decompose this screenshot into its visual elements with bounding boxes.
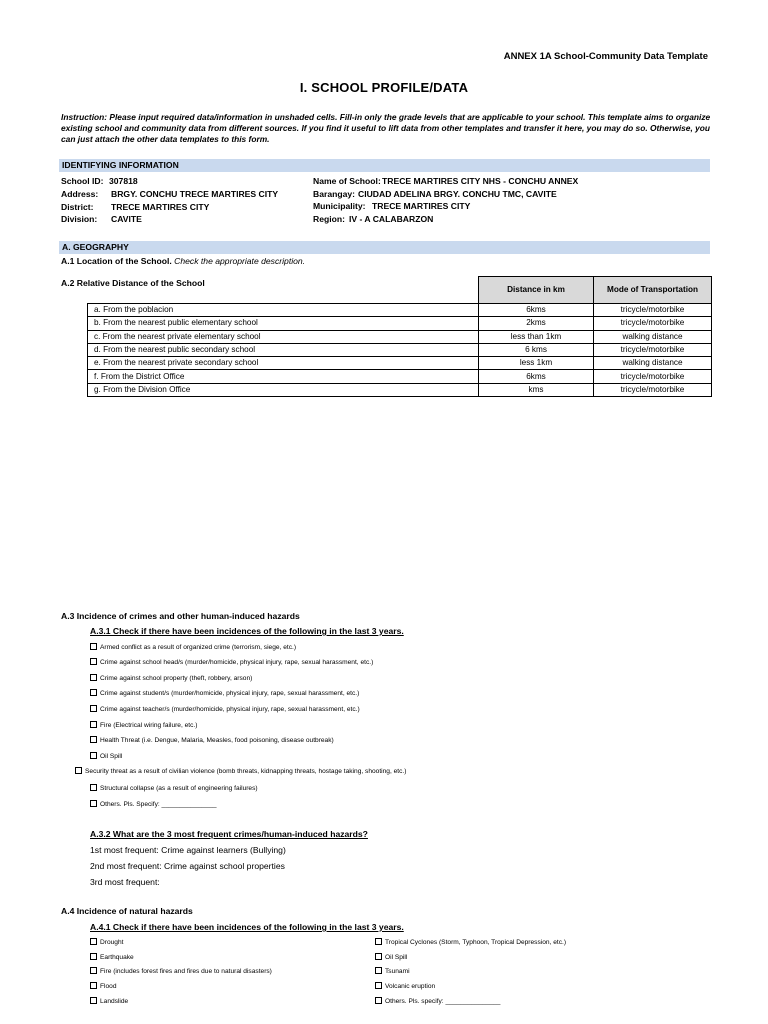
school-id-label: School ID: bbox=[61, 176, 104, 186]
checkbox-item[interactable] bbox=[90, 674, 252, 682]
col-distance-header: Distance in km bbox=[479, 277, 594, 304]
municipality-label: Municipality: bbox=[313, 201, 366, 211]
barangay-value[interactable]: CIUDAD ADELINA BRGY. CONCHU TMC, CAVITE bbox=[358, 189, 557, 199]
second-frequent[interactable]: 2nd most frequent: Crime against school properties bbox=[90, 861, 285, 871]
checkbox-label: Crime against school property (theft, robbery, arson) bbox=[100, 675, 253, 682]
page-title: I. SCHOOL PROFILE/DATA bbox=[299, 80, 469, 95]
checkbox-item[interactable] bbox=[90, 643, 296, 651]
distance-row-label: c. From the nearest private elementary school bbox=[88, 330, 479, 343]
transport-cell[interactable]: tricycle/motorbike bbox=[594, 317, 712, 330]
checkbox[interactable] bbox=[90, 721, 97, 728]
natural-check-title: A.4.1 Check if there have been incidences of the following in the last 3 years. bbox=[90, 922, 404, 932]
distance-row-label: d. From the nearest public secondary school bbox=[88, 343, 479, 356]
school-name-label: Name of School: bbox=[313, 176, 381, 186]
distance-row bbox=[88, 370, 712, 383]
checkbox[interactable] bbox=[90, 800, 97, 807]
crimes-check-title: A.3.1 Check if there have been incidences of the following in the last 3 years. bbox=[90, 626, 404, 636]
checkbox-label: Landslide bbox=[100, 998, 129, 1005]
municipality-value[interactable]: TRECE MARTIRES CITY bbox=[372, 201, 471, 211]
address-value[interactable]: BRGY. CONCHU TRECE MARTIRES CITY bbox=[111, 189, 279, 199]
distance-cell[interactable]: kms bbox=[479, 383, 594, 396]
checkbox-label: Crime against teacher/s (murder/homicide, physical injury, rape, sexual harassment, etc.) bbox=[100, 706, 360, 713]
barangay-label: Barangay: bbox=[313, 189, 356, 199]
distance-row bbox=[88, 343, 712, 356]
checkbox[interactable] bbox=[90, 938, 97, 945]
checkbox-item[interactable] bbox=[90, 997, 128, 1005]
relative-distance-label: A.2 Relative Distance of the School bbox=[61, 278, 205, 288]
distance-table bbox=[87, 276, 712, 397]
distance-row-label: e. From the nearest private secondary school bbox=[88, 357, 479, 370]
checkbox-item[interactable] bbox=[90, 784, 258, 792]
checkbox-label: Crime against school head/s (murder/homicide, physical injury, rape, sexual harassment, etc.) bbox=[100, 659, 374, 666]
checkbox-label: Armed conflict as a result of organized crime (terrorism, siege, etc.) bbox=[100, 644, 297, 651]
annex-label: ANNEX 1A School-Community Data Template bbox=[503, 51, 708, 62]
checkbox-item[interactable] bbox=[90, 800, 217, 808]
frequent-title: A.3.2 What are the 3 most frequent crimes/human-induced hazards? bbox=[90, 829, 368, 839]
region-label: Region: bbox=[313, 214, 345, 224]
checkbox[interactable] bbox=[90, 967, 97, 974]
checkbox-label: Others. Pls. Specify: _______________ bbox=[100, 801, 217, 808]
distance-cell[interactable]: 6kms bbox=[479, 370, 594, 383]
checkbox-item[interactable] bbox=[90, 736, 334, 744]
checkbox-label: Structural collapse (as a result of engineering failures) bbox=[100, 785, 258, 792]
third-frequent[interactable]: 3rd most frequent: bbox=[90, 877, 160, 887]
district-value[interactable]: TRECE MARTIRES CITY bbox=[111, 202, 210, 212]
checkbox-item[interactable] bbox=[375, 997, 500, 1005]
location-row bbox=[61, 256, 305, 266]
distance-row-label: a. From the poblacion bbox=[88, 304, 479, 317]
distance-cell[interactable]: less than 1km bbox=[479, 330, 594, 343]
checkbox-item[interactable] bbox=[90, 752, 122, 760]
distance-cell[interactable]: 6kms bbox=[479, 304, 594, 317]
distance-cell[interactable]: 6 kms bbox=[479, 343, 594, 356]
checkbox-label: Drought bbox=[100, 939, 124, 946]
distance-row-label: g. From the Division Office bbox=[88, 383, 479, 396]
checkbox-item[interactable] bbox=[75, 767, 406, 775]
school-id-value[interactable]: 307818 bbox=[109, 176, 138, 186]
school-name-value[interactable]: TRECE MARTIRES CITY NHS - CONCHU ANNEX bbox=[382, 176, 579, 186]
checkbox-item[interactable] bbox=[375, 967, 410, 975]
checkbox[interactable] bbox=[375, 953, 382, 960]
checkbox-item[interactable] bbox=[90, 689, 359, 697]
checkbox[interactable] bbox=[90, 997, 97, 1004]
checkbox-label: Flood bbox=[100, 983, 117, 990]
distance-row-label: b. From the nearest public elementary school bbox=[88, 317, 479, 330]
checkbox-label: Health Threat (i.e. Dengue, Malaria, Measles, food poisoning, disease outbreak) bbox=[100, 737, 334, 744]
location-label: A.1 Location of the School. bbox=[61, 256, 172, 266]
checkbox-item[interactable] bbox=[90, 705, 360, 713]
distance-cell[interactable]: 2kms bbox=[479, 317, 594, 330]
checkbox[interactable] bbox=[90, 982, 97, 989]
checkbox-label: Tsunami bbox=[385, 968, 410, 975]
checkbox-item[interactable] bbox=[375, 953, 407, 961]
checkbox[interactable] bbox=[375, 967, 382, 974]
region-value[interactable]: IV - A CALABARZON bbox=[349, 214, 434, 224]
checkbox-item[interactable] bbox=[375, 982, 435, 990]
natural-header: A.4 Incidence of natural hazards bbox=[61, 906, 193, 916]
checkbox-item[interactable] bbox=[90, 721, 197, 729]
instruction-text: Instruction: Please input required data/information in unshaded cells. Fill-in only the grade levels that are applicable to your school. This template aims to organize existing school and community data from different sources. If you find it useful to lift data from other templates and transfer it here, you may do so. Otherwise, you can just attach the other data templates to this form. bbox=[61, 112, 711, 145]
address-label: Address: bbox=[61, 189, 99, 199]
checkbox-label: Volcanic eruption bbox=[385, 983, 436, 990]
checkbox[interactable] bbox=[375, 982, 382, 989]
checkbox-label: Oil Spill bbox=[100, 753, 123, 760]
checkbox[interactable] bbox=[90, 784, 97, 791]
checkbox[interactable] bbox=[90, 658, 97, 665]
distance-row bbox=[88, 357, 712, 370]
transport-cell[interactable]: tricycle/motorbike bbox=[594, 370, 712, 383]
checkbox[interactable] bbox=[90, 674, 97, 681]
transport-cell[interactable]: tricycle/motorbike bbox=[594, 304, 712, 317]
transport-cell[interactable]: tricycle/motorbike bbox=[594, 343, 712, 356]
checkbox-label: Fire (Electrical wiring failure, etc.) bbox=[100, 722, 198, 729]
checkbox-item[interactable] bbox=[90, 953, 134, 961]
checkbox[interactable] bbox=[375, 997, 382, 1004]
checkbox-item[interactable] bbox=[90, 658, 373, 666]
geography-header: A. GEOGRAPHY bbox=[59, 241, 710, 254]
distance-row-label: f. From the District Office bbox=[88, 370, 479, 383]
checkbox-label: Tropical Cyclones (Storm, Typhoon, Tropical Depression, etc.) bbox=[385, 939, 567, 946]
checkbox-item[interactable] bbox=[90, 982, 117, 990]
distance-row bbox=[88, 304, 712, 317]
checkbox[interactable] bbox=[90, 705, 97, 712]
checkbox-label: Others. Pls. specify: _______________ bbox=[385, 998, 501, 1005]
checkbox[interactable] bbox=[90, 752, 97, 759]
checkbox-label: Oil Spill bbox=[385, 954, 408, 961]
transport-cell[interactable]: walking distance bbox=[594, 330, 712, 343]
distance-cell[interactable]: less 1km bbox=[479, 357, 594, 370]
checkbox[interactable] bbox=[90, 736, 97, 743]
distance-row bbox=[88, 317, 712, 330]
checkbox-item[interactable] bbox=[90, 938, 123, 946]
location-hint: Check the appropriate description. bbox=[174, 256, 306, 266]
checkbox-label: Fire (includes forest fires and fires due to natural disasters) bbox=[100, 968, 272, 975]
checkbox[interactable] bbox=[90, 953, 97, 960]
division-value[interactable]: CAVITE bbox=[111, 214, 142, 224]
checkbox[interactable] bbox=[90, 643, 97, 650]
distance-row bbox=[88, 383, 712, 396]
transport-cell[interactable]: tricycle/motorbike bbox=[594, 383, 712, 396]
col-transport-header: Mode of Transportation bbox=[594, 277, 712, 304]
checkbox-label: Earthquake bbox=[100, 954, 134, 961]
transport-cell[interactable]: walking distance bbox=[594, 357, 712, 370]
checkbox-item[interactable] bbox=[375, 938, 566, 946]
checkbox[interactable] bbox=[75, 767, 82, 774]
first-frequent[interactable]: 1st most frequent: Crime against learners (Bullying) bbox=[90, 845, 286, 855]
checkbox[interactable] bbox=[90, 689, 97, 696]
checkbox-label: Crime against student/s (murder/homicide, physical injury, rape, sexual harassment, etc.) bbox=[100, 690, 360, 697]
checkbox[interactable] bbox=[375, 938, 382, 945]
district-label: District: bbox=[61, 202, 94, 212]
crimes-header: A.3 Incidence of crimes and other human-induced hazards bbox=[61, 611, 300, 621]
division-label: Division: bbox=[61, 214, 98, 224]
identifying-header: IDENTIFYING INFORMATION bbox=[59, 159, 710, 172]
checkbox-label: Security threat as a result of civilian violence (bomb threats, kidnapping threats, hostage taking, shooting, etc.) bbox=[85, 768, 407, 775]
distance-row bbox=[88, 330, 712, 343]
checkbox-item[interactable] bbox=[90, 967, 272, 975]
